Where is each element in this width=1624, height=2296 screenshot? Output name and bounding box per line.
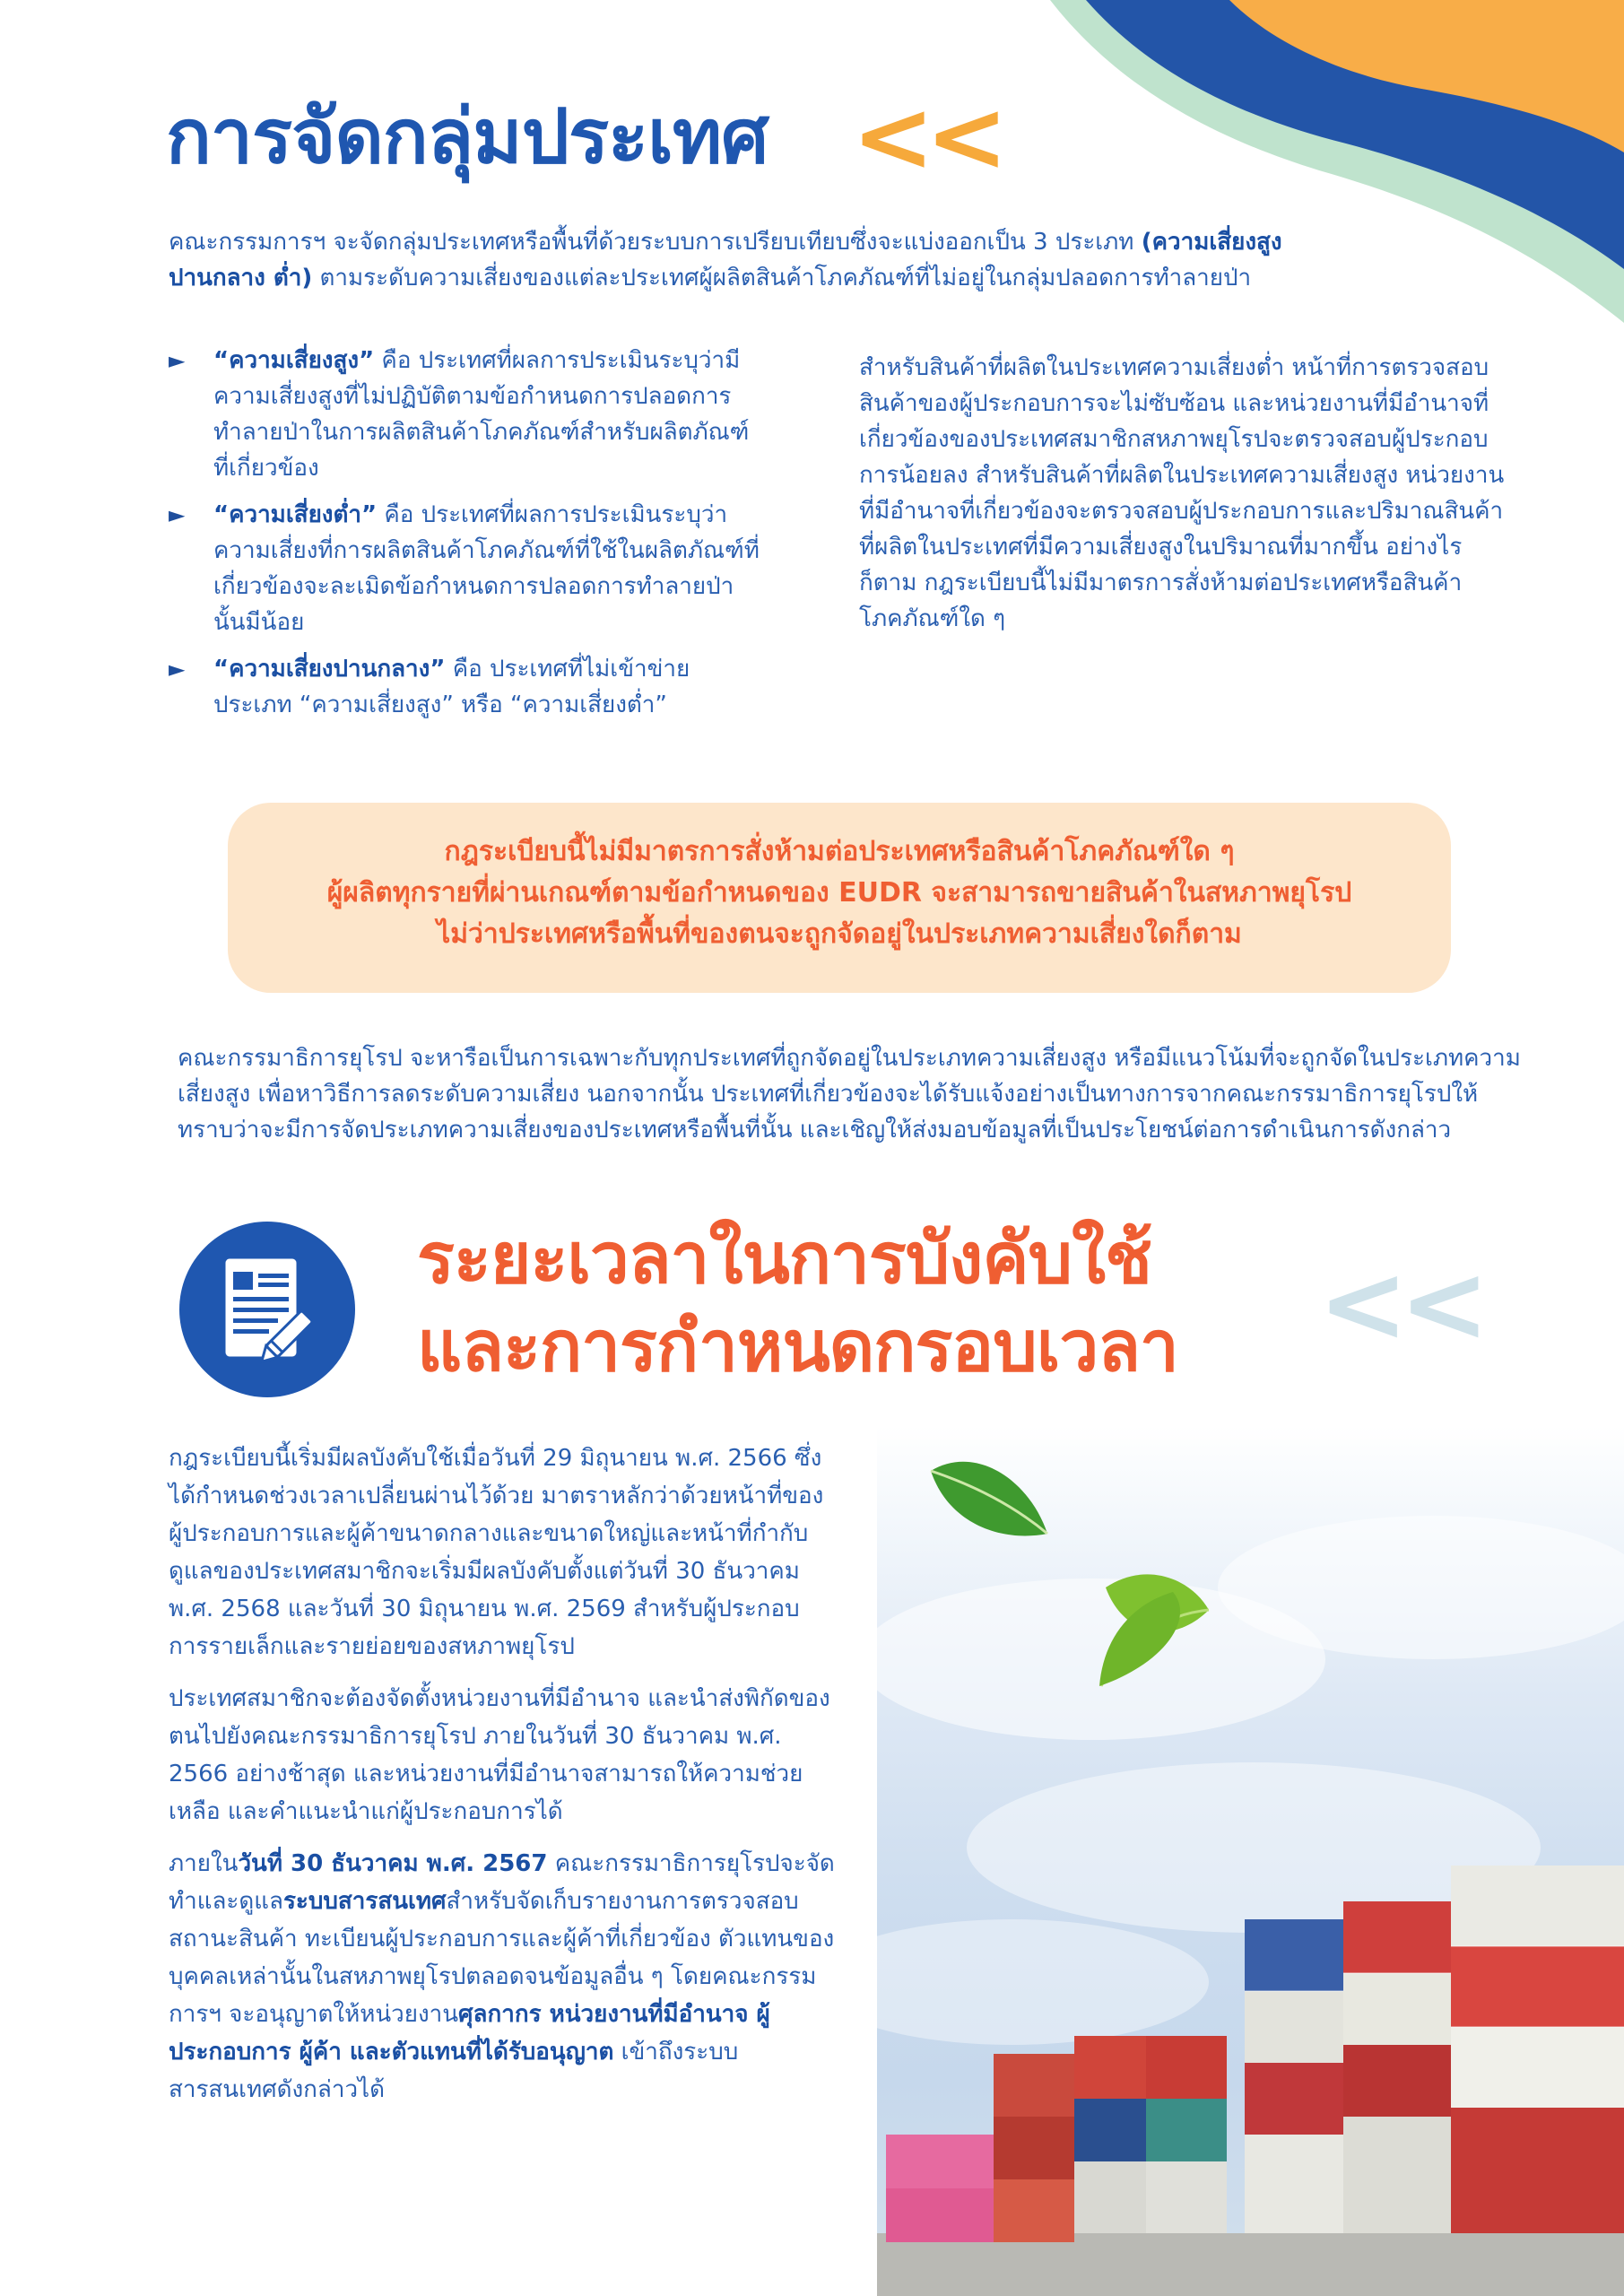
title-line: ระยะเวลาในการบังคับใช้ xyxy=(417,1219,1152,1300)
timeline-paragraph: กฎระเบียบนี้เริ่มมีผลบังคับใช้เมื่อวันที่ 29 มิถุนายน พ.ศ. 2566 ซึ่งได้กำหนดช่วงเวลาเปลี่ยนผ่านไว้ด้วย มาตราหลักว่าด้วยหน้าที่ของผู้ประกอบการและผู้ค้าขนาดกลางและขนาดใหญ่และหน้าที่กำกับดูแลของประเทศสมาชิกจะเริ่มมีผลบังคับตั้งแต่วันที่ 30 ธันวาคม พ.ศ. 2568 และวันที่ 30 มิถุนายน พ.ศ. 2569 สำหรับผู้ประกอบการรายเล็กและรายย่อยของสหภาพยุโรป xyxy=(169,1445,824,1660)
intro-paragraph xyxy=(169,224,1316,296)
text-run: สำหรับจัดเก็บรายงานการตรวจสอบสถานะสินค้า ทะเบียนผู้ประกอบการและผู้ค้าที่เกี่ยวข้อง ตัวแทนของบุคคลเหล่านั้นในสหภาพยุโรปตลอดจนข้อมูลอื่น ๆ โดยคณะกรรมการฯ จะอนุญาตให้หน่วยงาน xyxy=(169,1888,835,2028)
chevron-left-icon: << xyxy=(852,79,1000,194)
document-pen-icon xyxy=(179,1222,355,1397)
risk-definition: คือ ประเทศที่ผลการประเมินระบุว่าความเสี่ยงที่การผลิตสินค้าโภคภัณฑ์ที่ใช้ในผลิตภัณฑ์ที่เกี่ยวข้องจะละเมิดข้อกำหนดการปลอดการทำลายป่านั้นมีน้อย xyxy=(213,501,760,636)
shipping-containers-photo xyxy=(877,1426,1624,2296)
list-item xyxy=(169,343,760,486)
intro-text-end: ตามระดับความเสี่ยงของแต่ละประเทศผู้ผลิตสินค้าโภคภัณฑ์ที่ไม่อยู่ในกลุ่มปลอดการทำลายป่า xyxy=(319,265,1252,291)
risk-term: “ความเสี่ยงสูง” xyxy=(213,347,375,374)
list-item xyxy=(169,497,760,640)
highlight-callout xyxy=(228,803,1451,993)
triangle-right-icon: ► xyxy=(169,657,186,682)
risk-definition: คือ ประเทศที่ผลการประเมินระบุว่ามีความเสี่ยงสูงที่ไม่ปฏิบัติตามข้อกำหนดการปลอดการทำลายป่าในการผลิตสินค้าโภคภัณฑ์สำหรับผลิตภัณฑ์ที่เกี่ยวข้อง xyxy=(213,347,750,482)
commission-paragraph: คณะกรรมาธิการยุโรป จะหารือเป็นการเฉพาะกับทุกประเทศที่ถูกจัดอยู่ในประเภทความเสี่ยงสูง หรือมีแนวโน้มที่จะถูกจัดในประเภทความเสี่ยงสูง เพื่อหาวิธีการลดระดับความเสี่ยง นอกจากนั้น ประเทศที่เกี่ยวข้องจะได้รับแจ้งอย่างเป็นทางการจากคณะกรรมาธิการยุโรปให้ทราบว่าจะมีการจัดประเภทความเสี่ยงของประเทศหรือพื้นที่นั้น และเชิญให้ส่งมอบข้อมูลที่เป็นประโยชน์ต่อการดำเนินการดังกล่าว xyxy=(178,1045,1521,1144)
timeline-paragraph: ประเทศสมาชิกจะต้องจัดตั้งหน่วยงานที่มีอำนาจ และนำส่งพิกัดของตนไปยังคณะกรรมาธิการยุโรป ภายในวันที่ 30 ธันวาคม พ.ศ. 2566 อย่างช้าสุด และหน่วยงานที่มีอำนาจสามารถให้ความช่วยเหลือ และคำแนะนำแก่ผู้ประกอบการได้ xyxy=(169,1685,830,1825)
document-icon-badge xyxy=(179,1222,355,1397)
chevron-left-icon: << xyxy=(1318,1242,1481,1367)
text-run: เข้าถึงระบบสารสนเทศดังกล่าวได้ xyxy=(169,2039,739,2103)
section-title-country-grouping: การจัดกลุ่มประเทศ xyxy=(166,92,769,180)
right-column-paragraph: สำหรับสินค้าที่ผลิตในประเทศความเสี่ยงต่ำ หน้าที่การตรวจสอบสินค้าของผู้ประกอบการจะไม่ซับซ้อน และหน่วยงานที่มีอำนาจที่เกี่ยวข้องของประเทศสมาชิกสหภาพยุโรปจะตรวจสอบผู้ประกอบการน้อยลง สำหรับสินค้าที่ผลิตในประเทศความเสี่ยงสูง หน่วยงานที่มีอำนาจที่เกี่ยวข้องจะตรวจสอบผู้ประกอบการและปริมาณสินค้าที่ผลิตในประเทศที่มีความเสี่ยงสูงในปริมาณที่มากขึ้น อย่างไรก็ตาม กฎระเบียบนี้ไม่มีมาตรการสั่งห้ามต่อประเทศหรือสินค้าโภคภัณฑ์ใด ๆ xyxy=(859,354,1505,632)
timeline-body xyxy=(169,1439,837,2123)
text-run-bold: ระบบสารสนเทศ xyxy=(282,1888,447,1915)
intro-text: คณะกรรมการฯ จะจัดกลุ่มประเทศหรือพื้นที่ด้วยระบบการเปรียบเทียบซึ่งจะแบ่งออกเป็น 3 ประเภท xyxy=(169,229,1134,256)
callout-line: ผู้ผลิตทุกรายที่ผ่านเกณฑ์ตามข้อกำหนดของ EUDR จะสามารถขายสินค้าในสหภาพยุโรป xyxy=(326,877,1352,909)
intro-risk-levels: (ความเสี่ยงสูง ปานกลาง ต่ำ) xyxy=(169,229,1282,291)
leaf-icon xyxy=(931,1462,1047,1536)
section-title-enforcement-timeline xyxy=(417,1215,1178,1391)
text-run: คณะกรรมาธิการยุโรปจะจัดทำและดูแล xyxy=(169,1850,835,1915)
triangle-right-icon: ► xyxy=(169,502,186,527)
risk-definitions-list xyxy=(169,343,760,734)
text-run-bold: วันที่ 30 ธันวาคม พ.ศ. 2567 xyxy=(238,1850,548,1877)
containers-illustration xyxy=(877,1426,1624,2296)
risk-term: “ความเสี่ยงปานกลาง” xyxy=(213,656,446,683)
list-item xyxy=(169,651,760,723)
callout-line: ไม่ว่าประเทศหรือพื้นที่ของตนจะถูกจัดอยู่ในประเภทความเสี่ยงใดก็ตาม xyxy=(437,918,1242,950)
title-line: และการกำหนดกรอบเวลา xyxy=(417,1307,1178,1387)
text-run-bold: ศุลกากร หน่วยงานที่มีอำนาจ ผู้ประกอบการ ผู้ค้า และตัวแทนที่ได้รับอนุญาต xyxy=(169,2001,770,2066)
triangle-right-icon: ► xyxy=(169,348,186,373)
text-run: ภายใน xyxy=(169,1850,239,1877)
risk-term: “ความเสี่ยงต่ำ” xyxy=(213,501,378,528)
callout-line: กฎระเบียบนี้ไม่มีมาตรการสั่งห้ามต่อประเทศหรือสินค้าโภคภัณฑ์ใด ๆ xyxy=(444,836,1235,867)
risk-definition: คือ ประเทศที่ไม่เข้าข่ายประเภท “ความเสี่ยงสูง” หรือ “ความเสี่ยงต่ำ” xyxy=(213,656,690,718)
timeline-paragraph xyxy=(169,1845,837,2109)
